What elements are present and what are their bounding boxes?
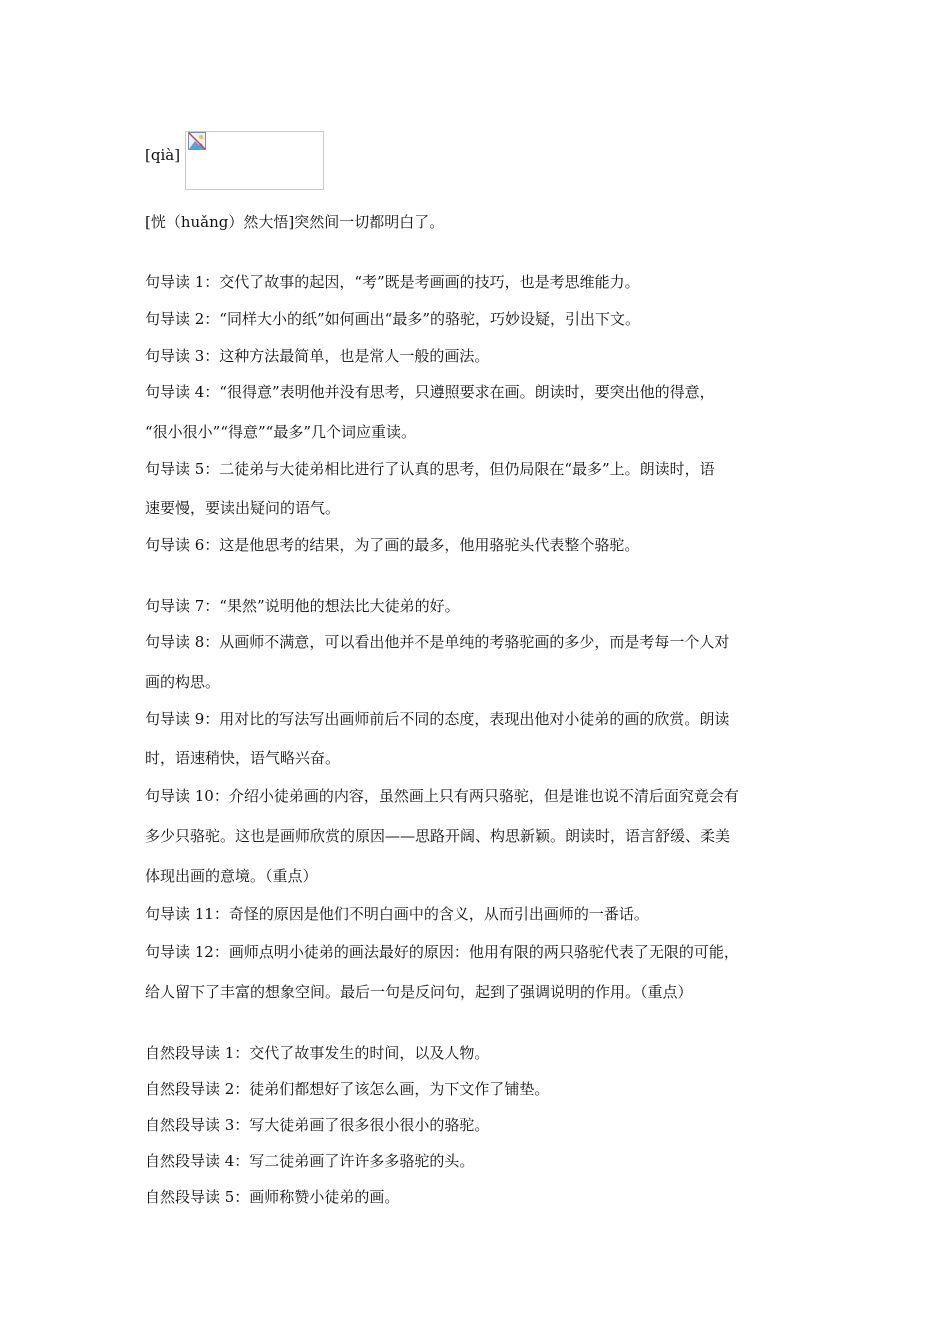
broken-image-placeholder [185,131,324,190]
sentence-guide-9-cont: 时，语速稍快，语气略兴奋。 [145,749,341,767]
sentence-guide-4-cont: “很小很小”“得意”“最多”几个词应重读。 [145,423,417,441]
sentence-guide-4: 句导读 4：“很得意”表明他并没有思考，只遵照要求在画。朗读时，要突出他的得意， [145,383,715,401]
broken-image-icon [188,132,206,150]
sentence-guide-5: 句导读 5：二徒弟与大徒弟相比进行了认真的思考，但仍局限在“最多”上。朗读时，语 [145,460,715,478]
sentence-guide-8: 句导读 8：从画师不满意，可以看出他并不是单纯的考骆驼画的多少，而是考每一个人对 [145,633,730,651]
sentence-guide-3: 句导读 3：这种方法最简单，也是常人一般的画法。 [145,347,490,365]
paragraph-guide-2: 自然段导读 2：徒弟们都想好了该怎么画，为下文作了铺垫。 [145,1080,550,1098]
sentence-guide-10-cont: 多少只骆驼。这也是画师欣赏的原因——思路开阔、构思新颖。朗读时，语言舒缓、柔美 [145,827,731,845]
sentence-guide-12-cont: 给人留下了丰富的想象空间。最后一句是反问句，起到了强调说明的作用。（重点） [145,983,693,1001]
pinyin-note-qia: [qià] [145,146,181,164]
sentence-guide-9: 句导读 9：用对比的写法写出画师前后不同的态度，表现出他对小徒弟的画的欣赏。朗读 [145,710,730,728]
sentence-guide-5-cont: 速要慢，要读出疑问的语气。 [145,499,341,517]
sentence-guide-12: 句导读 12：画师点明小徒弟的画法最好的原因：他用有限的两只骆驼代表了无限的可能， [145,943,739,961]
idiom-note-huang: [恍（huǎng）然大悟]突然间一切都明白了。 [145,213,445,231]
sentence-guide-6: 句导读 6：这是他思考的结果，为了画的最多，他用骆驼头代表整个骆驼。 [145,536,640,554]
sentence-guide-11: 句导读 11：奇怪的原因是他们不明白画中的含义，从而引出画师的一番话。 [145,905,649,923]
sentence-guide-10-cont2: 体现出画的意境。（重点） [145,867,318,885]
sentence-guide-2: 句导读 2：“同样大小的纸”如何画出“最多”的骆驼，巧妙设疑，引出下文。 [145,310,640,328]
paragraph-guide-4: 自然段导读 4：写二徒弟画了许许多多骆驼的头。 [145,1152,475,1170]
paragraph-guide-1: 自然段导读 1：交代了故事发生的时间，以及人物。 [145,1044,490,1062]
sentence-guide-7: 句导读 7：“果然”说明他的想法比大徒弟的好。 [145,597,460,615]
sentence-guide-8-cont: 画的构思。 [145,673,221,691]
sentence-guide-1: 句导读 1：交代了故事的起因，“考”既是考画画的技巧，也是考思维能力。 [145,273,640,291]
paragraph-guide-5: 自然段导读 5：画师称赞小徒弟的画。 [145,1188,400,1206]
sentence-guide-10: 句导读 10：介绍小徒弟画的内容，虽然画上只有两只骆驼，但是谁也说不清后面究竟会有 [145,787,739,805]
paragraph-guide-3: 自然段导读 3：写大徒弟画了很多很小很小的骆驼。 [145,1116,490,1134]
